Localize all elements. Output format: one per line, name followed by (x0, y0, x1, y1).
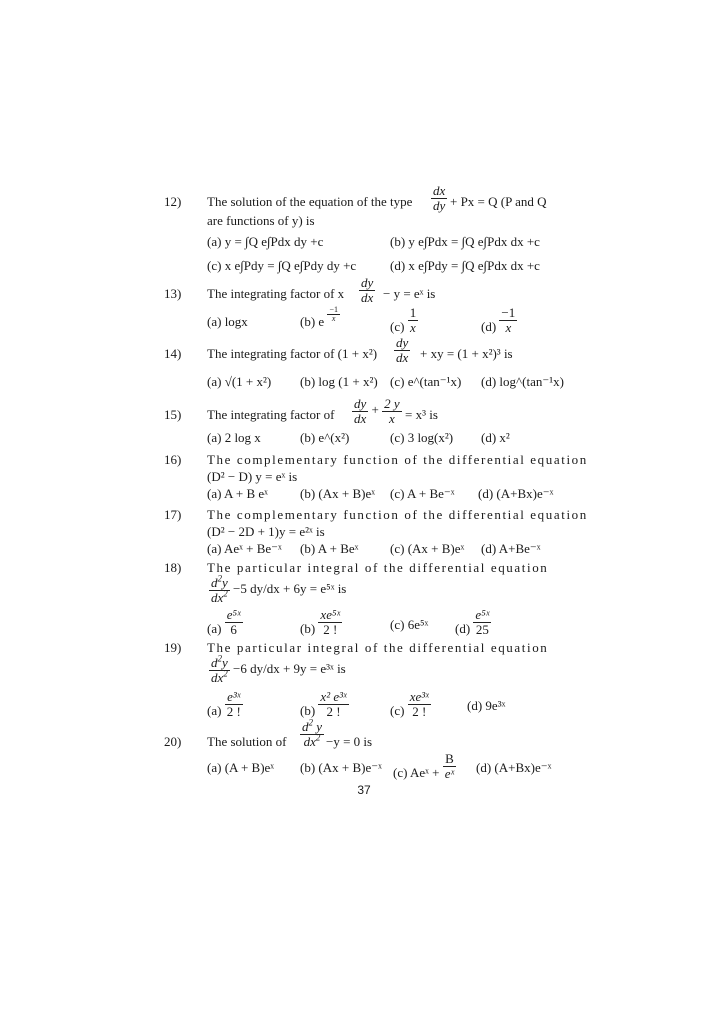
option-text: 6e⁵ˣ (407, 617, 429, 632)
stem-suffix: = x³ is (405, 407, 438, 422)
option-b: (b) e^(x²) (300, 430, 350, 445)
option-c: (c) 3 log(x²) (390, 430, 454, 445)
question-number: 15) (164, 407, 182, 422)
option-text: (Ax + B)eˣ (318, 486, 375, 501)
question-number: 17) (164, 507, 182, 522)
stem-fraction: $\frac{d^2 y}{dx^2}$ (302, 717, 323, 749)
option-text: (A + B)eˣ (224, 760, 275, 775)
option-text: x² (499, 430, 510, 445)
question-number: 14) (164, 346, 182, 361)
option-a: (a) (A + B)eˣ (207, 760, 275, 775)
option-b: (b) (Ax + B)eˣ (300, 486, 375, 501)
stem-equation: $\frac{d^2y}{dx^2}$ −5 dy/dx + 6y = e⁵ˣ is (211, 573, 347, 605)
option-d: (d) $\frac{-1}{x}$ (481, 305, 516, 335)
option-d: (d) x² (481, 430, 510, 445)
option-a: (a) logx (207, 314, 248, 329)
option-text: y = ∫Q e∫Pdx dy +c (224, 234, 324, 249)
question-number: 19) (164, 640, 182, 655)
option-d: (d) $\frac{\text{e⁵ˣ}}{25}$ (455, 607, 490, 637)
question-stem: The solution of the equation of the type (207, 194, 413, 209)
option-b: (b) y e∫Pdx = ∫Q e∫Pdx dx +c (390, 234, 540, 249)
question-number: 16) (164, 452, 182, 467)
option-text: Aeˣ + Be⁻ˣ (223, 541, 282, 556)
question-stem: The complementary function of the differential equation (207, 507, 588, 522)
option-a: (a) A + B eˣ (207, 486, 268, 501)
stem-fraction: $\frac{dx}{dy}$ (433, 183, 446, 213)
option-c: (c) (Ax + B)eˣ (390, 541, 465, 556)
option-d: (d) log^(tan⁻¹x) (481, 374, 564, 389)
option-b: (b) (Ax + B)e⁻ˣ (300, 760, 382, 775)
option-text: 2 log x (224, 430, 261, 445)
option-b: (b) log (1 + x²) (300, 374, 378, 389)
option-text: e (318, 314, 325, 329)
stem-suffix: + Px = Q (P and Q (450, 194, 547, 209)
option-b: (b) $\frac{\text{xe⁵ˣ}}{2 !}$ (300, 607, 341, 637)
stem-fraction: $\frac{dy}{dx}$ (361, 275, 374, 305)
option-c: (c) $\frac{\text{xe³ˣ}}{2 !}$ (390, 689, 429, 719)
option-c: (c) 6e⁵ˣ (390, 617, 429, 632)
option-text: e^(tan⁻¹x) (407, 374, 462, 389)
option-b: (b) A + Beˣ (300, 541, 359, 556)
question-stem: The integrating factor of (1 + x²) (207, 346, 378, 361)
stem-line-2: are functions of y) is (207, 213, 315, 228)
stem-equation: $\frac{d^2y}{dx^2}$ −6 dy/dx + 9y = e³ˣ is (211, 653, 346, 685)
option-text: log^(tan⁻¹x) (499, 374, 564, 389)
option-text: A + B eˣ (223, 486, 268, 501)
page-number: 37 (357, 783, 371, 797)
stem-fraction: $\frac{dy}{dx}$ + $\frac{2 y}{x}$ (354, 396, 400, 426)
question-stem: The particular integral of the differential equation (207, 640, 549, 655)
stem-suffix: + xy = (1 + x²)³ is (420, 346, 513, 361)
question-number: 13) (164, 286, 182, 301)
option-d: (d) (A+Bx)e⁻ˣ (478, 486, 554, 501)
option-a: (a) $\frac{\text{e⁵ˣ}}{6}$ (207, 607, 241, 637)
option-c: (c) A + Be⁻ˣ (390, 486, 455, 501)
option-a: (a) 2 log x (207, 430, 261, 445)
option-c: (c) x e∫Pdy = ∫Q e∫Pdy dy +c (207, 258, 357, 273)
option-a: (a) Aeˣ + Be⁻ˣ (207, 541, 282, 556)
option-text: y e∫Pdx = ∫Q e∫Pdx dx +c (408, 234, 540, 249)
option-d: (d) A+Be⁻ˣ (481, 541, 541, 556)
option-d: (d) x e∫Pdy = ∫Q e∫Pdx dx +c (390, 258, 540, 273)
stem-suffix: − y = eˣ is (383, 286, 436, 301)
option-a: (a) $\frac{\text{e³ˣ}}{2 !}$ (207, 689, 241, 719)
option-text: A+Be⁻ˣ (498, 541, 541, 556)
option-d: (d) (A+Bx)e⁻ˣ (476, 760, 552, 775)
stem-suffix: −y = 0 is (326, 734, 373, 749)
question-stem: The complementary function of the differential equation (207, 452, 588, 467)
option-c: (c) Aeˣ + $\frac{B}{\text{eˣ}}$ (393, 751, 455, 781)
question-stem: The integrating factor of (207, 407, 335, 422)
option-text: A + Be⁻ˣ (406, 486, 455, 501)
question-number: 20) (164, 734, 182, 749)
option-text: (Ax + B)eˣ (407, 541, 465, 556)
option-text: √(1 + x²) (224, 374, 272, 389)
option-text: log (1 + x²) (318, 374, 378, 389)
question-stem: The solution of (207, 734, 287, 749)
stem-fraction: $\frac{dy}{dx}$ (396, 335, 409, 365)
option-text: A + Beˣ (317, 541, 359, 556)
option-b: (b) e $\frac{-1}{x}$ (300, 305, 338, 329)
option-text: 9e³ˣ (485, 698, 506, 713)
stem-line-2: (D² − 2D + 1)y = e²ˣ is (207, 524, 325, 539)
option-text: (Ax + B)e⁻ˣ (318, 760, 382, 775)
question-number: 18) (164, 560, 182, 575)
option-a: (a) y = ∫Q e∫Pdx dy +c (207, 234, 324, 249)
question-stem: The particular integral of the differential equation (207, 560, 549, 575)
option-c: (c) $\frac{1}{x}$ (390, 305, 417, 335)
stem-line-2: (D² − D) y = eˣ is (207, 469, 298, 484)
option-text: 3 log(x²) (407, 430, 454, 445)
option-text: x e∫Pdy = ∫Q e∫Pdx dx +c (408, 258, 540, 273)
option-a: (a) √(1 + x²) (207, 374, 272, 389)
option-text: (A+Bx)e⁻ˣ (496, 486, 554, 501)
option-d: (d) 9e³ˣ (467, 698, 506, 713)
option-text: x e∫Pdy = ∫Q e∫Pdy dy +c (224, 258, 357, 273)
question-number: 12) (164, 194, 182, 209)
option-c: (c) e^(tan⁻¹x) (390, 374, 462, 389)
option-b: (b) $\frac{\text{x² e³ˣ}}{2 !}$ (300, 689, 347, 719)
option-text: (A+Bx)e⁻ˣ (494, 760, 552, 775)
option-text: e^(x²) (318, 430, 350, 445)
question-stem: The integrating factor of x (207, 286, 345, 301)
option-text: logx (224, 314, 248, 329)
